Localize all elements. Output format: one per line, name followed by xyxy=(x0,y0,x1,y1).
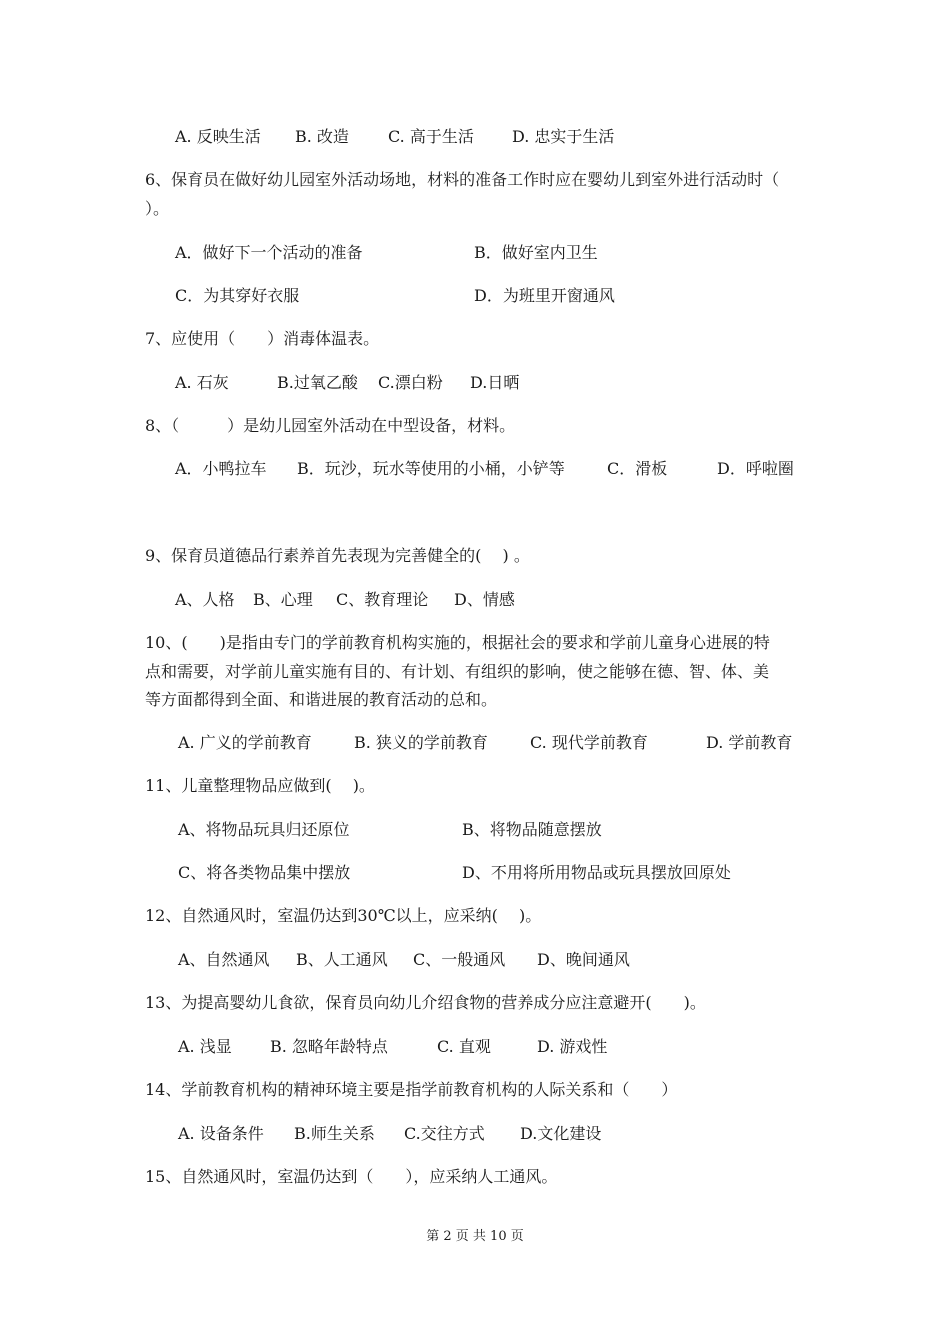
q7-stem: 7、应使用（ ）消毒体温表。 xyxy=(145,329,380,348)
q7-option-c: C.漂白粉 xyxy=(378,373,443,392)
q13-option-a: A. 浅显 xyxy=(178,1037,232,1056)
q5-option-d: D. 忠实于生活 xyxy=(512,127,615,146)
q12-option-a: A、自然通风 xyxy=(178,950,270,969)
q11-option-c: C、将各类物品集中摆放 xyxy=(178,863,351,882)
q8-option-d: D．呼啦圈 xyxy=(717,459,794,478)
q10-stem-line1: 10、( )是指由专门的学前教育机构实施的，根据社会的要求和学前儿童身心进展的特 xyxy=(145,633,770,652)
q7-option-d: D.日晒 xyxy=(470,373,520,392)
q6-stem-line1: 6、保育员在做好幼儿园室外活动场地，材料的准备工作时应在婴幼儿到室外进行活动时（ xyxy=(145,170,780,189)
q14-option-b: B.师生关系 xyxy=(294,1124,375,1143)
q15-stem: 15、自然通风时，室温仍达到（ ），应采纳人工通风。 xyxy=(145,1167,558,1186)
q6-stem-line2: ）。 xyxy=(145,199,170,218)
q5-option-c: C. 高于生活 xyxy=(388,127,474,146)
q11-option-a: A、将物品玩具归还原位 xyxy=(178,820,350,839)
q6-option-b: B．做好室内卫生 xyxy=(474,243,598,262)
q12-option-c: C、一般通风 xyxy=(413,950,506,969)
q9-option-b: B、心理 xyxy=(253,590,313,609)
q12-option-b: B、人工通风 xyxy=(296,950,388,969)
q14-option-a: A. 设备条件 xyxy=(178,1124,264,1143)
q12-option-d: D、晚间通风 xyxy=(537,950,630,969)
q5-option-b: B. 改造 xyxy=(295,127,349,146)
q10-option-c: C. 现代学前教育 xyxy=(530,733,648,752)
q5-option-a: A. 反映生活 xyxy=(175,127,261,146)
q13-option-d: D. 游戏性 xyxy=(537,1037,608,1056)
q6-option-a: A．做好下一个活动的准备 xyxy=(175,243,363,262)
q8-option-c: C．滑板 xyxy=(607,459,668,478)
q11-option-b: B、将物品随意摆放 xyxy=(462,820,602,839)
page-number-footer: 第 2 页 共 10 页 xyxy=(426,1229,524,1244)
q9-option-a: A、人格 xyxy=(175,590,235,609)
q11-stem: 11、儿童整理物品应做到( )。 xyxy=(145,776,375,795)
q8-option-a: A．小鸭拉车 xyxy=(175,459,267,478)
q14-option-c: C.交往方式 xyxy=(404,1124,485,1143)
q7-option-b: B.过氧乙酸 xyxy=(277,373,358,392)
q9-option-c: C、教育理论 xyxy=(336,590,429,609)
q14-stem: 14、学前教育机构的精神环境主要是指学前教育机构的人际关系和（ ） xyxy=(145,1080,678,1099)
q12-stem: 12、自然通风时，室温仍达到30℃以上，应采纳( )。 xyxy=(145,906,542,925)
q13-stem: 13、为提高婴幼儿食欲，保育员向幼儿介绍食物的营养成分应注意避开( )。 xyxy=(145,993,706,1012)
q9-option-d: D、情感 xyxy=(454,590,515,609)
q8-stem: 8、（ ）是幼儿园室外活动在中型设备，材料。 xyxy=(145,416,516,435)
q6-option-d: D．为班里开窗通风 xyxy=(474,286,615,305)
q11-option-d: D、不用将所用物品或玩具摆放回原处 xyxy=(462,863,731,882)
q10-stem-line2: 点和需要，对学前儿童实施有目的、有计划、有组织的影响，使之能够在德、智、体、美 xyxy=(145,662,770,681)
q7-option-a: A. 石灰 xyxy=(175,373,229,392)
q10-option-d: D. 学前教育 xyxy=(706,733,793,752)
q9-stem: 9、保育员道德品行素养首先表现为完善健全的( ) 。 xyxy=(145,546,530,565)
q13-option-b: B. 忽略年龄特点 xyxy=(270,1037,388,1056)
q10-option-a: A. 广义的学前教育 xyxy=(178,733,312,752)
q14-option-d: D.文化建设 xyxy=(520,1124,602,1143)
q6-option-c: C．为其穿好衣服 xyxy=(175,286,300,305)
q8-option-b: B．玩沙，玩水等使用的小桶，小铲等 xyxy=(297,459,565,478)
q10-stem-line3: 等方面都得到全面、和谐进展的教育活动的总和。 xyxy=(145,690,498,709)
q13-option-c: C. 直观 xyxy=(437,1037,491,1056)
q10-option-b: B. 狭义的学前教育 xyxy=(354,733,488,752)
